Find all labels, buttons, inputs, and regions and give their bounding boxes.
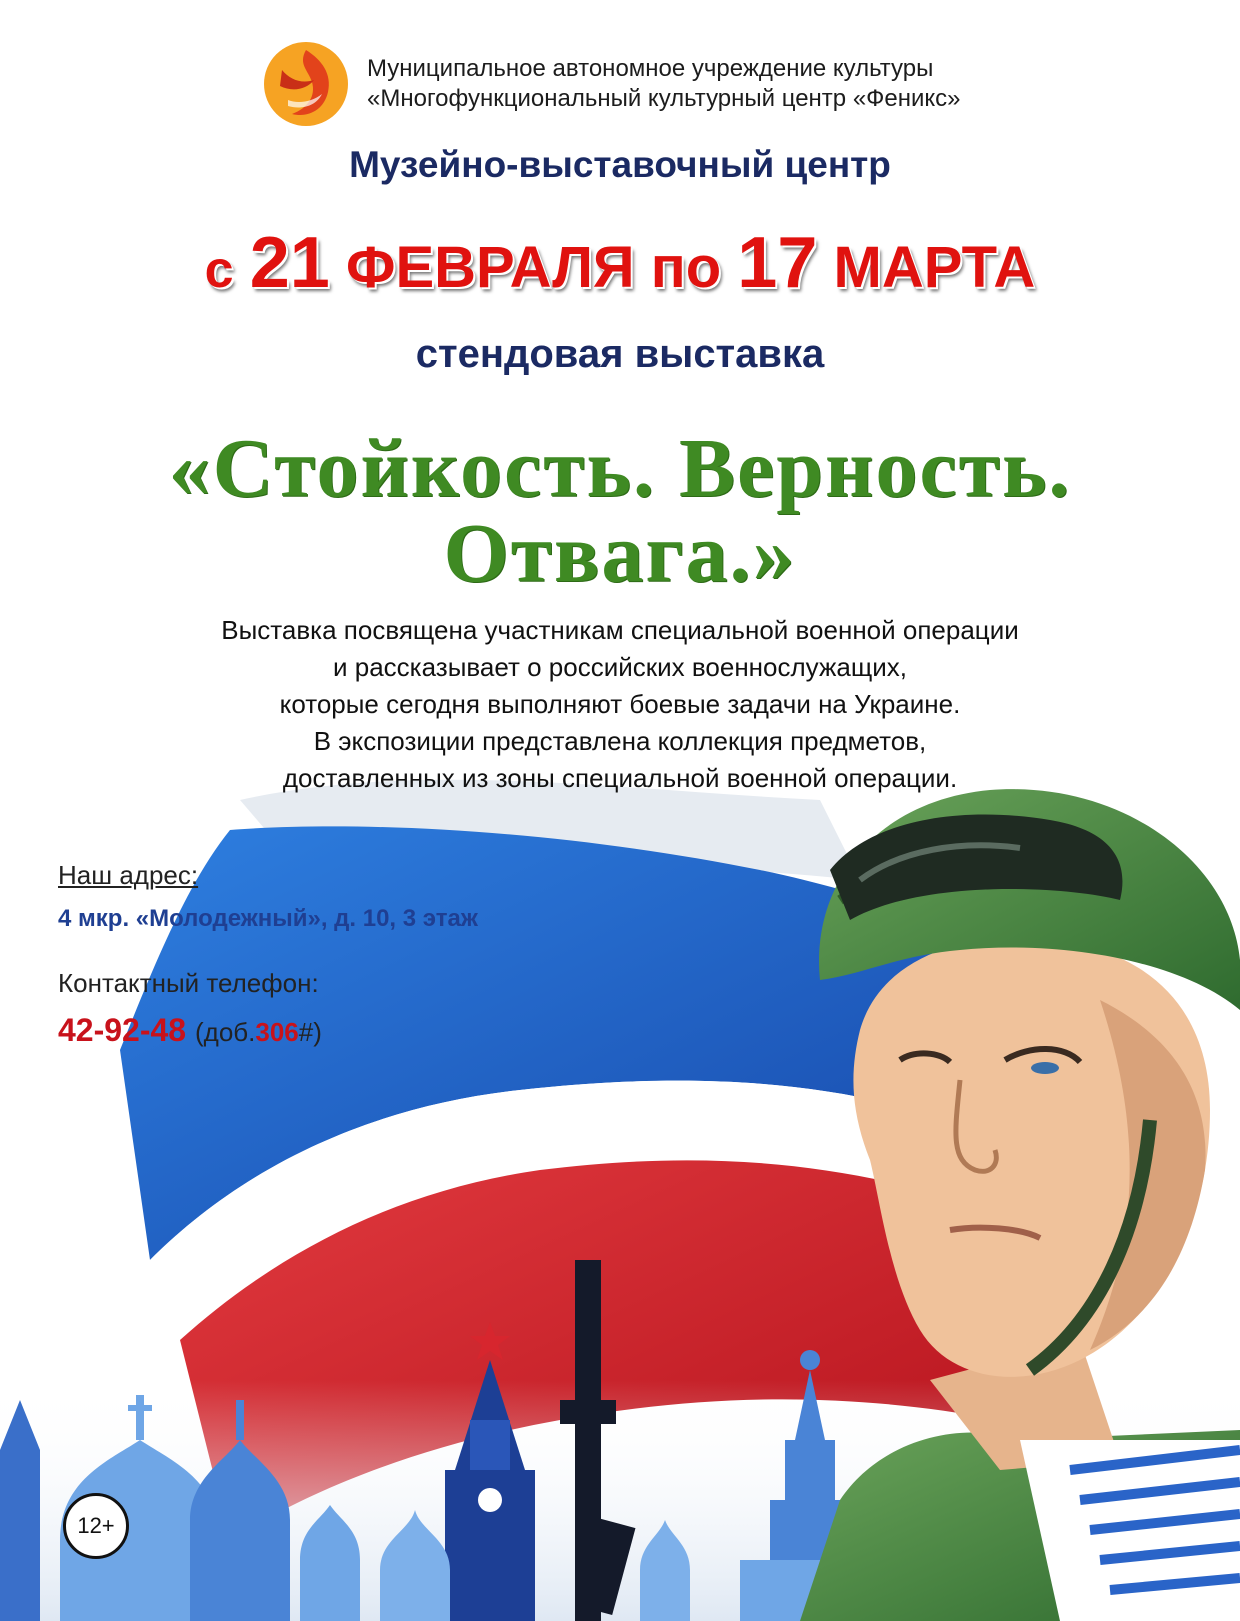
- description-line: которые сегодня выполняют боевые задачи на Украине.: [279, 689, 961, 719]
- description-line: и рассказывает о российских военнослужащих,: [333, 652, 907, 682]
- phoenix-logo-icon: [262, 40, 350, 128]
- phone-ext-open: (доб.: [194, 1017, 256, 1047]
- date-to-day: 17: [737, 223, 818, 303]
- exhibition-type: стендовая выставка: [415, 332, 825, 376]
- date-from-month: ФЕВРАЛЯ: [345, 235, 635, 300]
- description-line: Выставка посвящена участникам специальной военной операции: [221, 615, 1019, 645]
- description-line: В экспозиции представлена коллекция предметов,: [313, 726, 927, 756]
- museum-name: Музейно-выставочный центр: [349, 144, 891, 185]
- address: 4 мкр. «Молодежный», д. 10, 3 этаж: [58, 905, 478, 932]
- age-rating-badge: 12+: [63, 1493, 129, 1559]
- phone-main: 42-92-48: [58, 1012, 187, 1048]
- phone-number: [58, 1012, 322, 1049]
- exhibition-dates: [0, 222, 1240, 304]
- exhibition-title-line-1: «Стойкость. Верность.: [168, 422, 1072, 515]
- date-from-prefix: с: [204, 241, 234, 299]
- exhibition-title-line-2: Отвага.»: [443, 507, 797, 600]
- header: [262, 40, 1062, 130]
- phone-ext-close: #): [298, 1017, 322, 1047]
- organization-name: [367, 54, 961, 114]
- date-to-month: МАРТА: [833, 235, 1036, 300]
- description: [0, 612, 1240, 797]
- description-line: доставленных из зоны специальной военной операции.: [282, 763, 958, 793]
- org-line-1: Муниципальное автономное учреждение культуры: [367, 55, 934, 82]
- date-from-day: 21: [249, 223, 330, 303]
- date-to-prefix: по: [650, 235, 722, 300]
- org-line-2: «Многофункциональный культурный центр «Феникс»: [367, 85, 961, 112]
- address-label: Наш адрес:: [58, 860, 199, 890]
- phone-ext: 306: [255, 1017, 299, 1047]
- phone-label: Контактный телефон:: [58, 968, 319, 998]
